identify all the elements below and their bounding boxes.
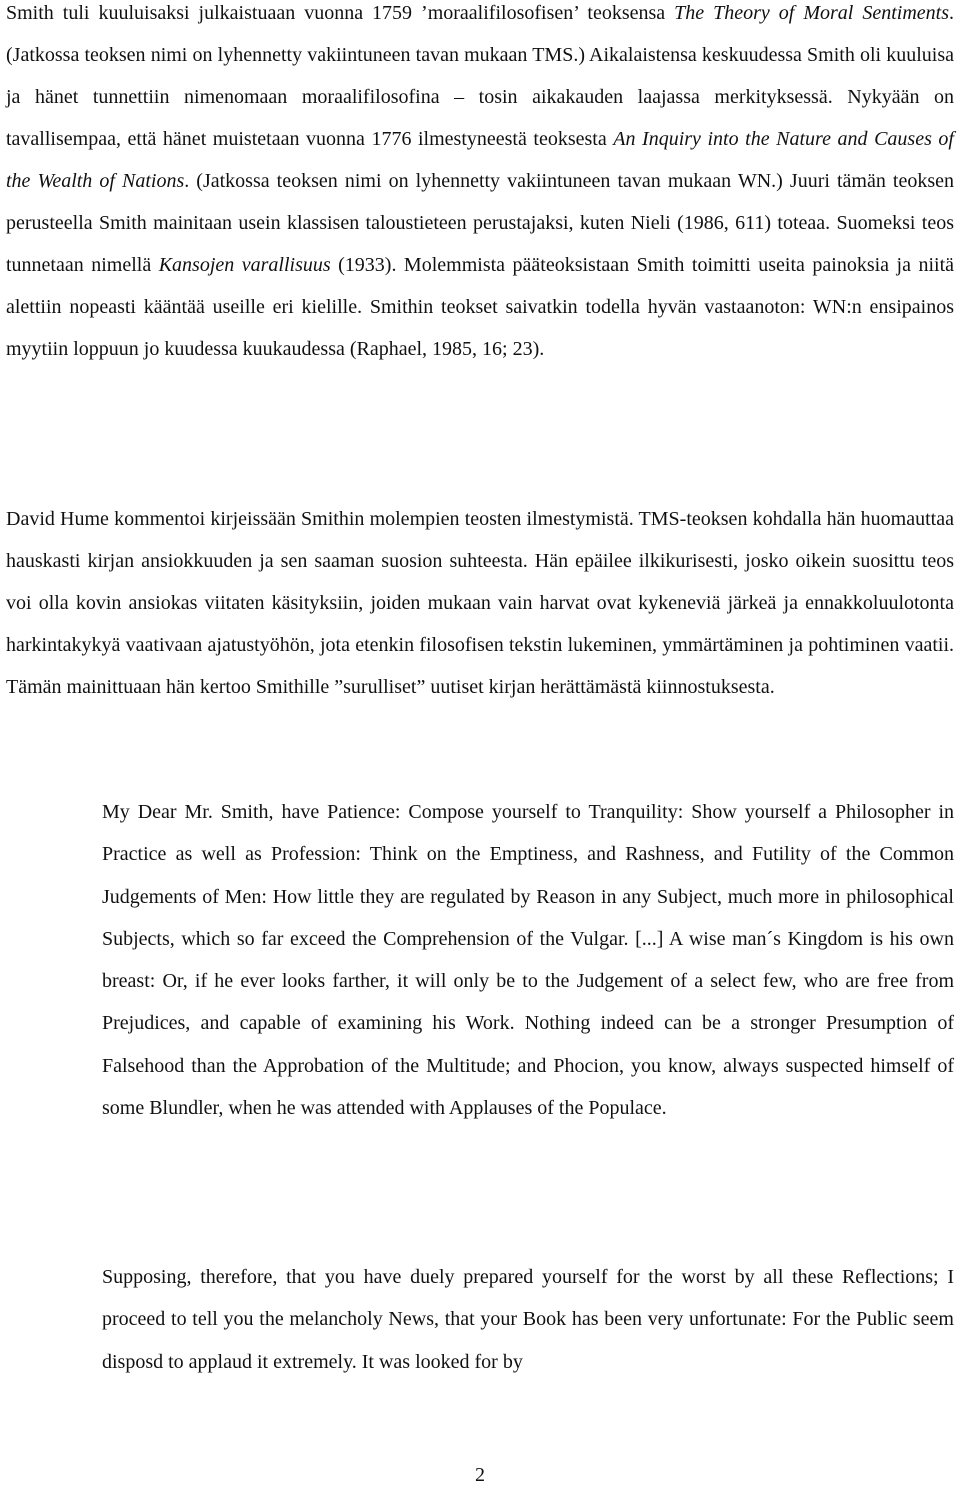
paragraph1-text-4: (1933). Molemmista pääteoksistaan Smith toimitti useita painoksia ja niitä alettiin nopeasti kääntää useille eri kielille. Smithin teokset saivatkin todella hyvän vastaanoton: WN:n ensipainos myytiin loppuun jo kuudessa kuukaudessa (Raphael, 1985, 16; 23).: [6, 254, 955, 360]
paragraph-smith-works: [6, 0, 954, 370]
title-theory-of-moral-sentiments: The Theory of Moral Sentiments: [674, 2, 949, 24]
paragraph-hume-comments: David Hume kommentoi kirjeissään Smithin molempien teosten ilmestymistä. TMS-teoksen kohdalla hän huomauttaa hauskasti kirjan ansiokkuuden ja sen saaman suosion suhteesta. Hän epäilee ilkikurisesti, josko oikein suosittu teos voi olla kovin ansiokas viitaten käsityksiin, joiden mukaan vain harvat ovat kykeneviä järkeä ja ennakkoluulotonta harkintakykyä vaativaan ajatustyöhön, jota etenkin filosofisen tekstin lukeminen, ymmärtäminen ja pohtiminen vaatii. Tämän mainittuaan hän kertoo Smithille ”surulliset” uutiset kirjan herättämästä kiinnostuksesta.: [6, 508, 954, 698]
block-quote-hume-letter-2: Supposing, therefore, that you have duely prepared yourself for the worst by all these Reflections; I proceed to tell you the melancholy News, that your Book has been very unfortunate: For the Public seem disposd to applaud it extremely. It was looked for by: [102, 1266, 954, 1373]
block-quote-hume-letter-1: My Dear Mr. Smith, have Patience: Compose yourself to Tranquility: Show yourself a Philosopher in Practice as well as Profession: Think on the Emptiness, and Rashness, and Futility of the Common Judgements of Men: How little they are regulated by Reason in any Subject, much more in philosophical Subjects, which so far exceed the Comprehension of the Vulgar. [...] A wise man´s Kingdom is his own breast: Or, if he ever looks farther, it will only be to the Judgement of a select few, who are free from Prejudices, and capable of examining his Work. Nothing indeed can be a stronger Presumption of Falsehood than the Approbation of the Multitude; and Phocion, you know, always suspected himself of some Blundler, when he was attended with Applauses of the Populace.: [102, 801, 954, 1120]
paragraph1-text-1: Smith tuli kuuluisaksi julkaistuaan vuonna 1759 ’moraalifilosofisen’ teoksensa: [6, 2, 675, 24]
paragraph1-text-2: . (Jatkossa teoksen nimi on lyhennetty vakiintuneen tavan mukaan TMS.) Aikalaistensa keskuudessa Smith oli kuuluisa ja hänet tunnettiin nimenomaan moraalifilosofina – tosin aikakauden laajassa merkityksessä. Nykyään on tavallisempaa, että hänet muistetaan vuonna 1776 ilmestyneestä teoksesta: [6, 2, 954, 150]
paragraph1-text-3: . (Jatkossa teoksen nimi on lyhennetty vakiintuneen tavan mukaan WN.) Juuri tämän teoksen perusteella Smith mainitaan usein klassisen taloustieteen perustajaksi, kuten Nieli (1986, 611) toteaa. Suomeksi teos tunnetaan nimellä: [6, 170, 954, 276]
title-wealth-of-nations: An Inquiry into the Nature and Causes of the Wealth of Nations: [6, 128, 954, 192]
page-number: 2: [475, 1464, 485, 1486]
title-kansojen-varallisuus: Kansojen varallisuus: [158, 254, 331, 276]
